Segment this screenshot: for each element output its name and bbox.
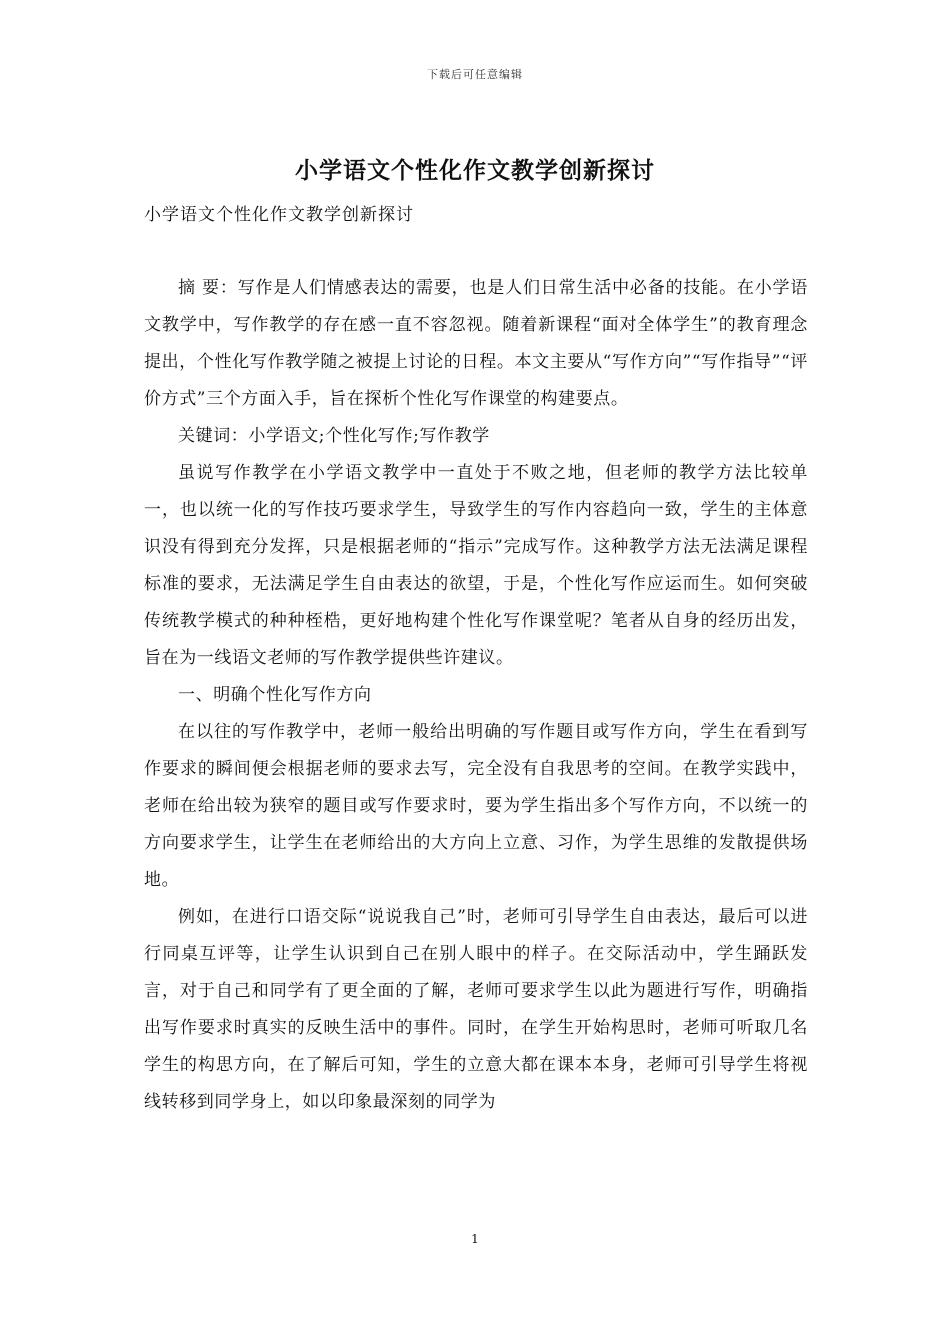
body-paragraph: 例如，在进行口语交际“说说我自己”时，老师可引导学生自由表达，最后可以进行同桌互评等，让学生认识到自己在别人眼中的样子。在交际活动中，学生踊跃发言，对于自己和同学有了更全面的了解，老师可要求学生以此为题进行写作，明确指出写作要求时真实的反映生活中的事件。同时，在学生开始构思时，老师可听取几名学生的构思方向，在了解后可知，学生的立意大都在课本本身，老师可引导学生将视线转移到同学身上，如以印象最深刻的同学为 — [144, 907, 808, 1112]
abstract-paragraph: 摘 要：写作是人们情感表达的需要，也是人们日常生活中必备的技能。在小学语文教学中，写作教学的存在感一直不容忽视。随着新课程“面对全体学生”的教育理念提出，个性化写作教学随之被提上讨论的日程。本文主要从“写作方向”“写作指导”“评价方式”三个方面入手，旨在探析个性化写作课堂的构建要点。 — [144, 278, 808, 409]
body-paragraph: 在以往的写作教学中，老师一般给出明确的写作题目或写作方向，学生在看到写作要求的瞬间便会根据老师的要求去写，完全没有自我思考的空间。在教学实践中，老师在给出较为狭窄的题目或写作要求时，要为学生指出多个写作方向，不以统一的方向要求学生，让学生在老师给出的大方向上立意、习作，为学生思维的发散提供场地。 — [144, 722, 808, 890]
body-paragraph: 虽说写作教学在小学语文教学中一直处于不败之地，但老师的教学方法比较单一，也以统一化的写作技巧要求学生，导致学生的写作内容趋向一致，学生的主体意识没有得到充分发挥，只是根据老师的“指示”完成写作。这种教学方法无法满足课程标准的要求，无法满足学生自由表达的欲望，于是，个性化写作应运而生。如何突破传统教学模式的种种桎梏，更好地构建个性化写作课堂呢？笔者从自身的经历出发，旨在为一线语文老师的写作教学提供些许建议。 — [144, 463, 808, 668]
document-body — [144, 270, 808, 1121]
header-note: 下载后可任意编辑 — [427, 68, 523, 81]
page-number: 1 — [471, 1232, 479, 1246]
keywords-paragraph: 关键词：小学语文;个性化写作;写作教学 — [178, 426, 490, 446]
document-subtitle: 小学语文个性化作文教学创新探讨 — [144, 205, 414, 225]
section-heading: 一、明确个性化写作方向 — [178, 685, 372, 705]
document-title: 小学语文个性化作文教学创新探讨 — [295, 157, 655, 184]
